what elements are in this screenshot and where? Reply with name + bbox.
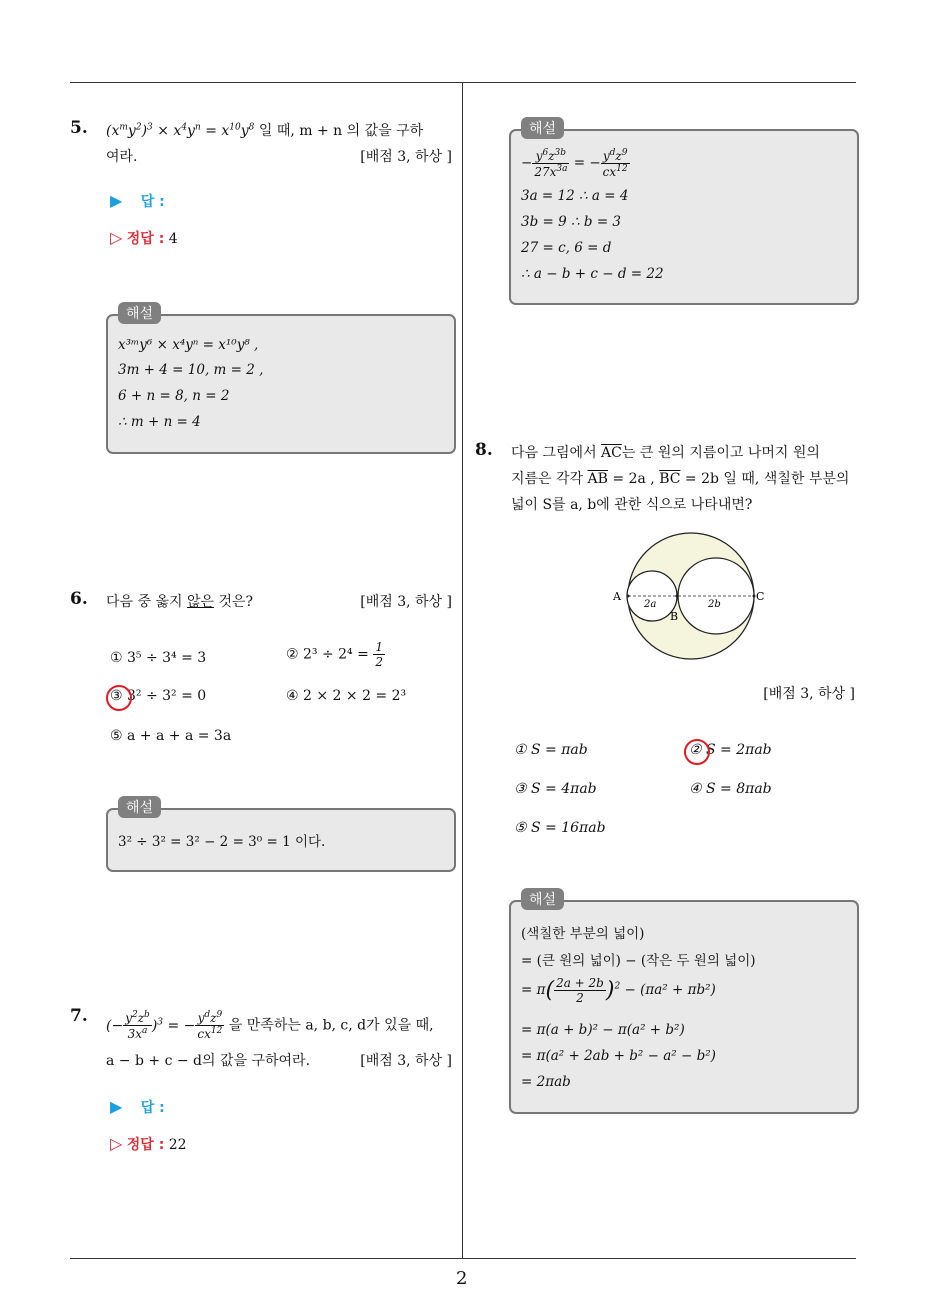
score-label: [배점 3, 하상 ] <box>763 686 855 702</box>
option-5[interactable]: ⑤ S = 16πab <box>514 820 606 836</box>
answer-line <box>110 191 165 211</box>
triangle-outline-icon: ▷ <box>110 1134 123 1153</box>
solution-line: 27 = c, 6 = d <box>521 240 612 256</box>
correct-answer <box>110 228 178 248</box>
solution-line: 3a = 12 ∴ a = 4 <box>521 188 629 204</box>
option-3[interactable]: ③ S = 4πab <box>514 781 597 797</box>
circle-figure <box>608 530 768 660</box>
correct-label: 정답 : <box>126 1137 165 1153</box>
solution-box <box>106 314 456 454</box>
option-5[interactable]: ⑤ a + a + a = 3a <box>110 728 232 744</box>
label-B: B <box>670 610 679 623</box>
solution-line: − $\frac{y^6z^{3b}}{27x^{3a}}$ = − $\frac{y^dz^9}{cx^{12}}$ <box>521 148 628 179</box>
label-C: C <box>756 590 765 603</box>
question-text: (− $\frac{y^2z^b}{3x^a}$ )$^3$ = − $\frac{y^dz^9}{cx^{12}}$ 을 만족하는 a, b, c, d가 있을 때, <box>106 1010 434 1041</box>
question-text: a − b + c − d의 값을 구하여라. <box>106 1053 311 1069</box>
answer-label: 답 : <box>140 1100 165 1116</box>
score-label: [배점 3, 하상 ] <box>360 594 452 610</box>
question-text: $(x^my^2)^3 \times x^4y^n = x^{10}y^8$ 일 때, m + n 의 값을 구하 <box>106 122 424 139</box>
solution-line: = (큰 원의 넓이) − (작은 두 원의 넓이) <box>521 953 756 969</box>
solution-tag: 해설 <box>118 302 161 324</box>
solution-line: 3b = 9 ∴ b = 3 <box>521 214 622 230</box>
solution-line: = 2πab <box>521 1074 571 1090</box>
label-2a: 2a <box>644 599 657 610</box>
fraction: $\frac{1}{2}$ <box>375 640 383 669</box>
label-2b: 2b <box>708 599 721 610</box>
correct-label: 정답 : <box>126 231 165 247</box>
question-number: 8. <box>475 440 493 460</box>
option-1[interactable]: ① 3⁵ ÷ 3⁴ = 3 <box>110 650 207 666</box>
question-text: 넓이 S를 a, b에 관한 식으로 나타내면? <box>511 497 753 513</box>
question-text: 지름은 각각 $\overline{AB} = 2a$ , $\overline{BC} = 2b$ 일 때, 색칠한 부분의 <box>511 471 850 487</box>
option-4[interactable]: ④ S = 8πab <box>689 781 772 797</box>
answer-line <box>110 1097 165 1117</box>
selected-answer-mark <box>106 685 132 711</box>
option-1[interactable]: ① S = πab <box>514 742 588 758</box>
solution-tag: 해설 <box>118 796 161 818</box>
correct-answer <box>110 1134 187 1154</box>
page-number: 2 <box>456 1268 468 1289</box>
column-divider <box>462 83 463 1259</box>
solution-tag: 해설 <box>521 117 564 139</box>
play-icon: ▶ <box>110 191 123 210</box>
play-icon: ▶ <box>110 1097 123 1116</box>
solution-line: ∴ m + n = 4 <box>118 414 201 430</box>
label-A: A <box>613 590 621 603</box>
solution-tag: 해설 <box>521 888 564 910</box>
option-4[interactable]: ④ 2 × 2 × 2 = 2³ <box>286 688 407 704</box>
score-label: [배점 3, 하상 ] <box>360 149 452 165</box>
triangle-outline-icon: ▷ <box>110 228 123 247</box>
question-text: 다음 그림에서 $\overline{AC}$는 큰 원의 지름이고 나머지 원의 <box>511 445 820 461</box>
question-text: 다음 중 옳지 않은 것은? <box>106 594 254 610</box>
solution-line: x³ᵐy⁶ × x⁴yⁿ = x¹⁰y⁸ , <box>118 337 259 353</box>
question-number: 5. <box>70 118 88 138</box>
solution-line: ∴ a − b + c − d = 22 <box>521 266 664 282</box>
option-2[interactable]: ② S = 2πab <box>689 742 772 758</box>
solution-line: = π(a² + 2ab + b² − a² − b²) <box>521 1048 716 1064</box>
question-number: 6. <box>70 589 88 609</box>
top-rule <box>70 82 856 83</box>
question-number: 7. <box>70 1006 88 1026</box>
solution-line: = π( $\frac{2a + 2b}{2}$ )$^2$ − (πa² + πb²) <box>521 976 716 1005</box>
option-2[interactable]: ② 2³ ÷ 2⁴ = $\frac{1}{2}$ <box>286 640 383 669</box>
solution-line: (색칠한 부분의 넓이) <box>521 926 645 942</box>
solution-line: 6 + n = 8, n = 2 <box>118 388 230 404</box>
solution-line: 3m + 4 = 10, m = 2 , <box>118 362 264 378</box>
bottom-rule <box>70 1258 856 1259</box>
answer-label: 답 : <box>140 194 165 210</box>
question-text: 여라. <box>106 149 138 165</box>
option-3[interactable]: ③ 3² ÷ 3² = 0 <box>110 688 207 704</box>
score-label: [배점 3, 하상 ] <box>360 1053 452 1069</box>
selected-answer-mark <box>684 739 710 765</box>
solution-line: 3² ÷ 3² = 3² − 2 = 3⁰ = 1 이다. <box>118 834 326 850</box>
correct-value: 22 <box>168 1137 187 1153</box>
solution-line: = π(a + b)² − π(a² + b²) <box>521 1022 685 1038</box>
correct-value: 4 <box>168 231 178 247</box>
